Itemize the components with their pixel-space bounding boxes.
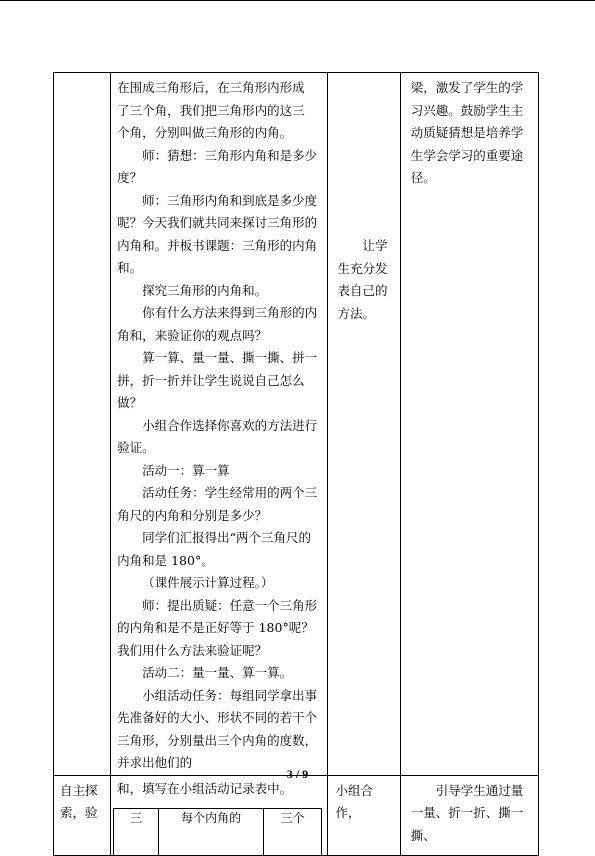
page-top-rule <box>0 0 595 1</box>
teaching-process-cell-bottom <box>111 775 327 856</box>
process-line-9: 活动任务：学生经常用的两个三角尺的内角和分别是多少？ <box>117 485 318 523</box>
student-activity-cell <box>327 73 400 776</box>
student-activity-cell-bottom <box>327 775 400 856</box>
activity-record-table <box>113 808 322 855</box>
design-intent-text: 梁，激发了学生的学习兴趣。鼓励学生主动质疑猜想是培养学生学会学习的重要途径。 <box>410 80 524 185</box>
process-line-13: 活动二：量一量、算一算。 <box>142 665 293 680</box>
design-intent-cell-bottom <box>400 775 538 856</box>
table-row-bottom <box>54 775 539 856</box>
record-header-2: 每个内角的 <box>159 809 264 856</box>
table-row-main <box>54 73 539 776</box>
process-line-12: 师：提出质疑：任意一个三角形的内角和是不是正好等于 180°呢？我们用什么方法来验证呢？ <box>117 597 318 658</box>
table-row <box>114 809 322 856</box>
process-line-continued: 和，填写在小组活动记录表中。 <box>117 780 293 796</box>
record-header-1: 三 <box>114 809 159 856</box>
process-line-7: 小组合作选择你喜欢的方法进行验证。 <box>117 417 318 455</box>
student-activity-text: 让学生充分发表自己的方法。 <box>337 238 388 321</box>
design-intent-cell <box>400 73 538 776</box>
process-line-14: 小组活动任务：每组同学拿出事先准备好的大小、形状不同的若干个三角形，分别量出三个内角的度数，并求出他们的 <box>117 687 318 770</box>
process-line-10: 同学们汇报得出“两个三角尺的内角和是 180°。 <box>117 530 312 568</box>
process-line-5: 你有什么方法来得到三角形的内角和，来验证你的观点吗？ <box>117 305 318 343</box>
page-number: 3 / 9 <box>286 767 309 781</box>
process-line-6: 算一算、量一量、撕一撕、拼一拼，折一折并让学生说说自己怎么做？ <box>117 350 318 410</box>
stage-cell-empty <box>54 73 111 776</box>
process-line-4: 探究三角形的内角和。 <box>142 282 268 298</box>
lesson-plan-table <box>53 72 539 856</box>
process-line-3: 师：三角形内角和到底是多少度呢？今天我们就共同来探讨三角形的内角和。并板书课题：三角形的内角和。 <box>117 192 318 275</box>
process-line-8: 活动一：算一算 <box>142 462 230 478</box>
process-line-11: （课件展示计算过程。） <box>142 575 274 590</box>
teaching-process-cell <box>111 73 327 776</box>
process-line-2: 师：猜想：三角形内角和是多少度？ <box>117 147 318 185</box>
stage-cell <box>54 775 111 856</box>
record-header-3: 三个 <box>264 809 322 856</box>
process-line-1: 在围成三角形后，在三角形内形成了三个角，我们把三角形内的这三个角，分别叫做三角形的内角。 <box>117 80 305 140</box>
student-activity-text-bottom: 小组合作， <box>335 782 374 820</box>
stage-label: 自主探索，验 <box>60 782 98 820</box>
design-intent-text-bottom: 引导学生通过量一量、折一折、撕一撕、 <box>410 782 524 843</box>
